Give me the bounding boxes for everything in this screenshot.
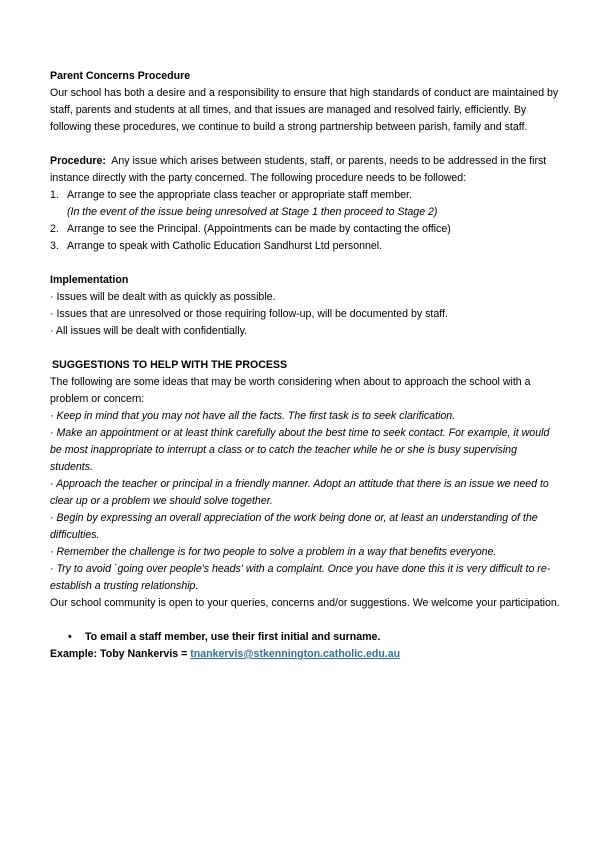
procedure-paragraph — [50, 153, 560, 187]
step-number: 1. — [50, 189, 59, 201]
email-instruction-text: To email a staff member, use their first initial and surname. — [85, 631, 381, 643]
suggestion-item: · Try to avoid `going over people's heads' with a complaint. Once you have done this it is very difficult to re-establish a trusting relationship. — [50, 563, 551, 592]
email-instruction — [50, 629, 560, 646]
implementation-item: · Issues will be dealt with as quickly as possible. — [50, 291, 276, 303]
step-number: 3. — [50, 240, 59, 252]
step-number: 2. — [50, 223, 59, 235]
implementation-item: · All issues will be dealt with confidentially. — [50, 325, 248, 337]
suggestion-item: · Make an appointment or at least think carefully about the best time to seek contact. For example, it would be most inappropriate to interrupt a class or to catch the teacher while he or she is busy supervising students. — [50, 427, 550, 473]
closing-paragraph: Our school community is open to your queries, concerns and/or suggestions. We welcome your participation. — [50, 597, 560, 609]
step-text: Arrange to speak with Catholic Education Sandhurst Ltd personnel. — [67, 240, 383, 252]
implementation-item: · Issues that are unresolved or those requiring follow-up, will be documented by staff. — [50, 308, 448, 320]
procedure-step-1 — [50, 187, 560, 204]
implementation-heading: Implementation — [50, 274, 129, 286]
procedure-step-1-note: (In the event of the issue being unresolved at Stage 1 then proceed to Stage 2) — [67, 206, 438, 218]
email-example — [50, 646, 560, 663]
spacer — [50, 136, 560, 153]
suggestion-item: · Keep in mind that you may not have all the facts. The first task is to seek clarification. — [50, 410, 456, 422]
step-text: Arrange to see the Principal. (Appointments can be made by contacting the office) — [67, 223, 451, 235]
spacer — [50, 255, 560, 272]
spacer — [50, 340, 560, 357]
procedure-label: Procedure: — [50, 155, 106, 167]
procedure-step-3 — [50, 238, 560, 255]
procedure-step-2 — [50, 221, 560, 238]
document-body — [50, 68, 560, 663]
suggestion-item: · Approach the teacher or principal in a friendly manner. Adopt an attitude that there is an issue we need to clear up or a problem we should solve together. — [50, 478, 549, 507]
suggestion-item: · Remember the challenge is for two people to solve a problem in a way that benefits everyone. — [50, 546, 497, 558]
page-title: Parent Concerns Procedure — [50, 70, 191, 82]
suggestions-intro: The following are some ideas that may be worth considering when about to approach the school with a problem or concern: — [50, 376, 531, 405]
step-text: Arrange to see the appropriate class teacher or appropriate staff member. — [67, 189, 412, 201]
suggestions-heading: SUGGESTIONS TO HELP WITH THE PROCESS — [52, 359, 288, 371]
bullet-icon: • — [68, 631, 72, 643]
email-example-link[interactable]: tnankervis@stkennington.catholic.edu.au — [190, 648, 401, 660]
email-example-label: Example: Toby Nankervis = — [50, 648, 191, 660]
intro-paragraph: Our school has both a desire and a responsibility to ensure that high standards of conduct are maintained by staff, parents and students at all times, and that issues are managed and resolved fairly, efficiently. By following these procedures, we continue to build a strong partnership between parish, family and staff. — [50, 87, 559, 133]
suggestion-item: · Begin by expressing an overall appreciation of the work being done or, at least an understanding of the difficulties. — [50, 512, 538, 541]
procedure-text: Any issue which arises between students, staff, or parents, needs to be addressed in the first instance directly with the party concerned. The following procedure needs to be followed: — [50, 155, 547, 184]
